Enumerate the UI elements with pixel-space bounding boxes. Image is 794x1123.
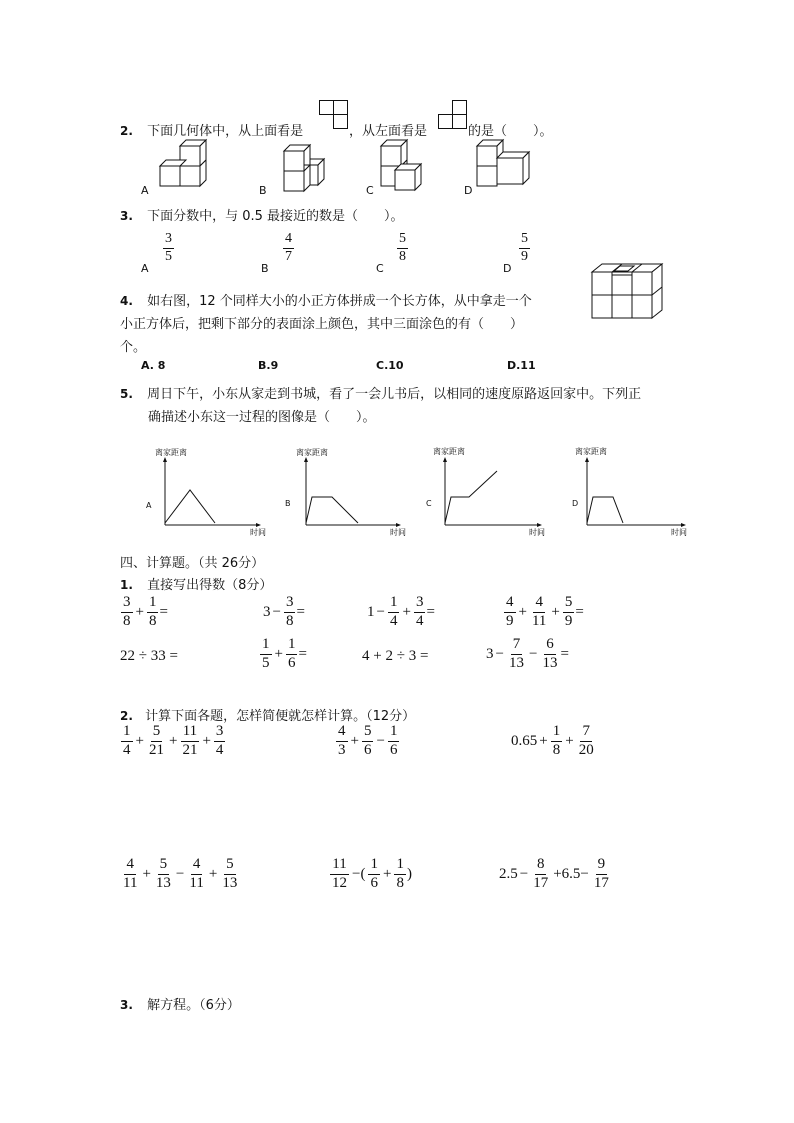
fraction-denominator: 7 (285, 248, 292, 264)
sub2-number: 2. (120, 709, 133, 723)
q2-line (120, 120, 303, 139)
q2-text-c: 的是（ ）。 (468, 124, 553, 139)
q4-line2: 小正方体后，把剩下部分的表面涂上颜色，其中三面涂色的有（ ） (120, 317, 524, 332)
direct-expr-1: $\frac{3}{8}$ + $\frac{1}{8}$ = (123, 594, 168, 629)
graph-b-ylabel: 离家距离 (296, 448, 328, 457)
q2-text-b: ，从左面看是 (349, 124, 428, 139)
top-view-icon (319, 100, 349, 131)
graph-a-xlabel: 时间 (250, 528, 266, 537)
section4-sub3 (120, 994, 240, 1013)
section4-sub1 (120, 574, 272, 593)
calc-expr-5: $\frac{11}{12}$ −( $\frac{1}{6}$ + $\frac{1}{8}$ ) (332, 856, 412, 891)
solid-a-icon (150, 138, 210, 190)
cuboid-figure-icon (590, 262, 666, 322)
q2-text-a: 下面几何体中，从上面看是 (147, 124, 304, 139)
solid-d-icon (475, 138, 535, 190)
q3-option-b-fraction[interactable] (282, 232, 295, 264)
fraction-numerator: 5 (519, 232, 530, 249)
q4-line1 (120, 290, 532, 309)
fraction-numerator: 3 (163, 232, 174, 249)
q2-option-c[interactable]: C (366, 184, 374, 197)
fraction-numerator: 4 (283, 232, 294, 249)
q4-number: 4. (120, 294, 133, 308)
graph-a-ylabel: 离家距离 (155, 448, 187, 457)
graph-d-label: D (572, 499, 579, 508)
direct-expr-8: 3 − $\frac{7}{13}$ − $\frac{6}{13}$ = (486, 636, 569, 671)
fraction-denominator: 8 (399, 248, 406, 264)
direct-expr-5: 22 ÷ 33 = (120, 648, 178, 664)
direct-expr-4: $\frac{4}{9}$ + $\frac{4}{11}$ + $\frac{5}{9}$ = (506, 594, 584, 629)
calc-expr-3: 0.65 + $\frac{1}{8}$ + $\frac{7}{20}$ (511, 723, 594, 758)
fraction-denominator: 5 (165, 248, 172, 264)
q4-option-d[interactable]: D.11 (507, 359, 536, 372)
graph-b[interactable] (282, 445, 412, 540)
sub2-text: 计算下面各题，怎样简便就怎样计算。（12分） (145, 709, 416, 724)
q4-line3: 个。 (120, 340, 147, 355)
q3-text: 下面分数中，与 0.5 最接近的数是（ ）。 (147, 209, 404, 224)
calc-expr-4: $\frac{4}{11}$ + $\frac{5}{13}$ − $\frac{4}{11}$ + $\frac{5}{13}$ (123, 856, 238, 891)
q4-option-c[interactable]: C.10 (376, 359, 404, 372)
fraction-denominator: 9 (521, 248, 528, 264)
sub1-number: 1. (120, 578, 133, 592)
graph-b-label: B (285, 499, 291, 508)
left-view-icon (438, 100, 468, 131)
direct-expr-7: 4 + 2 ÷ 3 = (362, 648, 429, 664)
calc-expr-2: $\frac{4}{3}$ + $\frac{5}{6}$ − $\frac{1}{6}$ (338, 723, 398, 758)
graph-c[interactable] (423, 445, 553, 540)
sub1-text: 直接写出得数（8分） (147, 578, 273, 593)
solid-b-icon (268, 143, 328, 195)
sub3-number: 3. (120, 998, 133, 1012)
section4-title: 四、计算题。（共 26分） (120, 556, 265, 571)
graph-d[interactable] (565, 445, 695, 540)
q3-number: 3. (120, 209, 133, 223)
graph-c-ylabel: 离家距离 (433, 447, 465, 456)
q5-number: 5. (120, 387, 133, 401)
q3-option-d-label[interactable]: D (503, 262, 512, 275)
q2-option-b[interactable]: B (259, 184, 267, 197)
graph-d-ylabel: 离家距离 (575, 447, 607, 456)
q3-option-c-label[interactable]: C (376, 262, 384, 275)
fraction-numerator: 5 (397, 232, 408, 249)
graph-a-label: A (146, 501, 152, 510)
q4-option-a[interactable]: A. 8 (141, 359, 166, 372)
q3-option-d-fraction[interactable] (518, 232, 531, 264)
q5-line1-text: 周日下午，小东从家走到书城，看了一会儿书后，以相同的速度原路返回家中。下列正 (147, 387, 642, 402)
direct-expr-6: $\frac{1}{5}$ + $\frac{1}{6}$ = (262, 636, 307, 671)
direct-expr-2: 3 − $\frac{3}{8}$ = (263, 594, 305, 629)
q3-option-b-label[interactable]: B (261, 262, 269, 275)
calc-expr-6: 2.5 − $\frac{8}{17}$ +6.5− $\frac{9}{17}$ (499, 856, 609, 891)
sub3-text: 解方程。（6分） (147, 998, 240, 1013)
graph-a[interactable] (140, 445, 270, 540)
q5-line2: 确描述小东这一过程的图像是（ ）。 (148, 410, 376, 425)
section4-sub2 (120, 705, 415, 724)
q4-option-b[interactable]: B.9 (258, 359, 279, 372)
graph-d-xlabel: 时间 (671, 528, 687, 537)
q5-line1 (120, 383, 641, 402)
solid-c-icon (377, 138, 437, 196)
graph-b-xlabel: 时间 (390, 528, 406, 537)
q3-option-c-fraction[interactable] (396, 232, 409, 264)
graph-c-label: C (426, 499, 432, 508)
q2-option-a[interactable]: A (141, 184, 149, 197)
q2-option-d[interactable]: D (464, 184, 473, 197)
q3-option-a-fraction[interactable] (162, 232, 175, 264)
q4-line1-text: 如右图，12 个同样大小的小正方体拼成一个长方体，从中拿走一个 (147, 294, 532, 309)
graph-c-xlabel: 时间 (529, 528, 545, 537)
q3-line (120, 205, 404, 224)
direct-expr-3: 1 − $\frac{1}{4}$ + $\frac{3}{4}$ = (367, 594, 435, 629)
q3-option-a-label[interactable]: A (141, 262, 149, 275)
calc-expr-1: $\frac{1}{4}$ + $\frac{5}{21}$ + $\frac{11}{21}$ + $\frac{3}{4}$ (123, 723, 224, 758)
q2-number: 2. (120, 124, 133, 138)
